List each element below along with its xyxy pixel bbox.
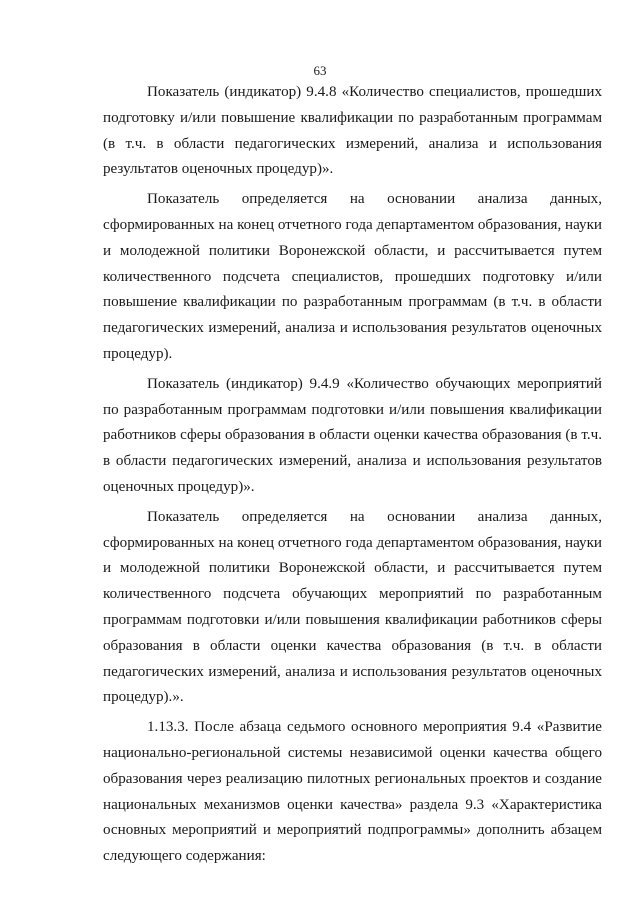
page-number: 63 [313, 63, 327, 78]
paragraph-indicator-9-4-9-method: Показатель определяется на основании анализа данных, сформированных на конец отчетного года департаментом образования, науки и молодежной политики Воронежской области, и рассчитывается путем количественного подсчета обучающих мероприятий по разработанным программам подготовки и/или повышения квалификации работников сферы образования в области оценки качества образования (в т.ч. в области педагогических измерений, анализа и использования результатов оценочных процедур).». [103, 508, 602, 706]
paragraph-indicator-9-4-9: Показатель (индикатор) 9.4.9 «Количество обучающих мероприятий по разработанным программам подготовки и/или повышения квалификации работников сферы образования в области оценки качества образования (в т.ч. в области педагогических измерений, анализа и использования результатов оценочных процедур)». [103, 375, 602, 495]
paragraph-amendment-1-13-3: 1.13.3. После абзаца седьмого основного мероприятия 9.4 «Развитие национально-региональной системы независимой оценки качества общего образования через реализацию пилотных региональных проектов и создание национальных механизмов оценки качества» раздела 9.3 «Характеристика основных мероприятий и мероприятий подпрограммы» дополнить абзацем следующего содержания: [103, 719, 602, 865]
paragraph-indicator-9-4-8-method: Показатель определяется на основании анализа данных, сформированных на конец отчетного года департаментом образования, науки и молодежной политики Воронежской области, и рассчитывается путем количественного подсчета специалистов, прошедших подготовку и/или повышение квалификации по разработанным программам (в т.ч. в области педагогических измерений, анализа и использования результатов оценочных процедур). [103, 191, 602, 362]
document-body [103, 80, 602, 874]
paragraph-indicator-9-4-8: Показатель (индикатор) 9.4.8 «Количество специалистов, прошедших подготовку и/или повышение квалификации по разработанным программам (в т.ч. в области педагогических измерений, анализа и использования результатов оценочных процедур)». [103, 84, 602, 178]
